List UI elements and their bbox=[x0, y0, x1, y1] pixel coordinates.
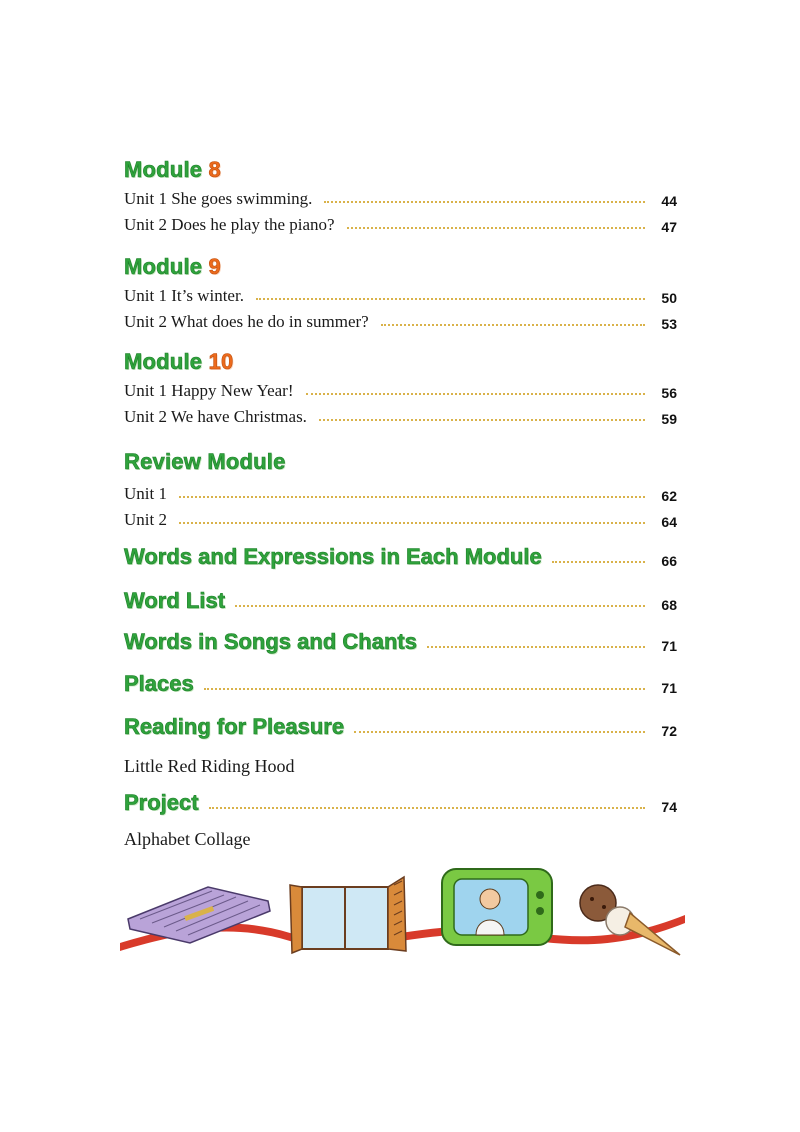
page-number: 71 bbox=[661, 680, 677, 696]
dot-leader bbox=[179, 522, 645, 524]
module-8-heading[interactable] bbox=[124, 157, 221, 183]
toc-entry[interactable] bbox=[124, 310, 677, 332]
dot-leader bbox=[381, 324, 645, 326]
toc-entry[interactable] bbox=[124, 482, 677, 504]
page-number: 53 bbox=[661, 316, 677, 332]
page-number: 74 bbox=[661, 799, 677, 815]
toc-entry[interactable] bbox=[124, 508, 677, 530]
page-number: 44 bbox=[661, 193, 677, 209]
page-number: 64 bbox=[661, 514, 677, 530]
section-label: Word List bbox=[124, 588, 226, 613]
ice-cream-icon bbox=[580, 885, 680, 955]
module-number: 8 bbox=[208, 157, 221, 182]
toc-section[interactable] bbox=[124, 788, 677, 816]
toc-section[interactable] bbox=[124, 542, 677, 570]
dot-leader bbox=[235, 605, 645, 607]
toc-entry[interactable] bbox=[124, 379, 677, 401]
entry-label: Unit 1 It’s winter. bbox=[124, 286, 244, 305]
section-label: Words and Expressions in Each Module bbox=[124, 544, 542, 569]
toc-entry[interactable] bbox=[124, 213, 677, 235]
toc-section[interactable] bbox=[124, 669, 677, 697]
section-label: Reading for Pleasure bbox=[124, 714, 345, 739]
review-module-heading[interactable] bbox=[124, 449, 286, 475]
entry-label: Unit 2 bbox=[124, 510, 167, 529]
entry-label: Unit 1 She goes swimming. bbox=[124, 189, 313, 208]
page-number: 59 bbox=[661, 411, 677, 427]
page-number: 62 bbox=[661, 488, 677, 504]
dot-leader bbox=[256, 298, 645, 300]
page-number: 50 bbox=[661, 290, 677, 306]
toc-entry[interactable] bbox=[124, 187, 677, 209]
dot-leader bbox=[324, 201, 645, 203]
toc-section[interactable] bbox=[124, 627, 677, 655]
toc-entry[interactable] bbox=[124, 405, 677, 427]
module-10-heading[interactable] bbox=[124, 349, 233, 375]
module-label: Module bbox=[124, 254, 203, 279]
dot-leader bbox=[306, 393, 645, 395]
toc-section[interactable] bbox=[124, 586, 677, 614]
dot-leader bbox=[552, 561, 645, 563]
entry-label: Unit 2 Does he play the piano? bbox=[124, 215, 335, 234]
entry-label: Unit 2 What does he do in summer? bbox=[124, 312, 369, 331]
page-number: 56 bbox=[661, 385, 677, 401]
page-number: 71 bbox=[661, 638, 677, 654]
page-number: 47 bbox=[661, 219, 677, 235]
entry-label: Unit 1 Happy New Year! bbox=[124, 381, 294, 400]
decorative-illustration bbox=[120, 855, 685, 965]
reading-subtitle: Little Red Riding Hood bbox=[124, 756, 295, 776]
toc-section[interactable] bbox=[124, 712, 677, 740]
module-number: 10 bbox=[208, 349, 234, 374]
entry-label: Unit 2 We have Christmas. bbox=[124, 407, 307, 426]
toc-entry[interactable] bbox=[124, 284, 677, 306]
review-label: Review Module bbox=[124, 449, 286, 474]
project-subtitle: Alphabet Collage bbox=[124, 829, 251, 849]
entry-label: Unit 1 bbox=[124, 484, 167, 503]
dot-leader bbox=[209, 807, 645, 809]
dot-leader bbox=[179, 496, 645, 498]
dot-leader bbox=[204, 688, 645, 690]
dot-leader bbox=[347, 227, 645, 229]
section-label: Project bbox=[124, 790, 199, 815]
dot-leader bbox=[319, 419, 645, 421]
module-label: Module bbox=[124, 349, 203, 374]
section-label: Places bbox=[124, 671, 194, 696]
module-label: Module bbox=[124, 157, 203, 182]
page-number: 68 bbox=[661, 597, 677, 613]
dot-leader bbox=[354, 731, 645, 733]
module-9-heading[interactable] bbox=[124, 254, 221, 280]
television-icon bbox=[442, 869, 552, 945]
page-number: 72 bbox=[661, 723, 677, 739]
module-number: 9 bbox=[208, 254, 221, 279]
xylophone-icon bbox=[128, 887, 270, 943]
section-label: Words in Songs and Chants bbox=[124, 629, 417, 654]
window-icon bbox=[290, 877, 406, 953]
page-number: 66 bbox=[661, 553, 677, 569]
dot-leader bbox=[427, 646, 645, 648]
